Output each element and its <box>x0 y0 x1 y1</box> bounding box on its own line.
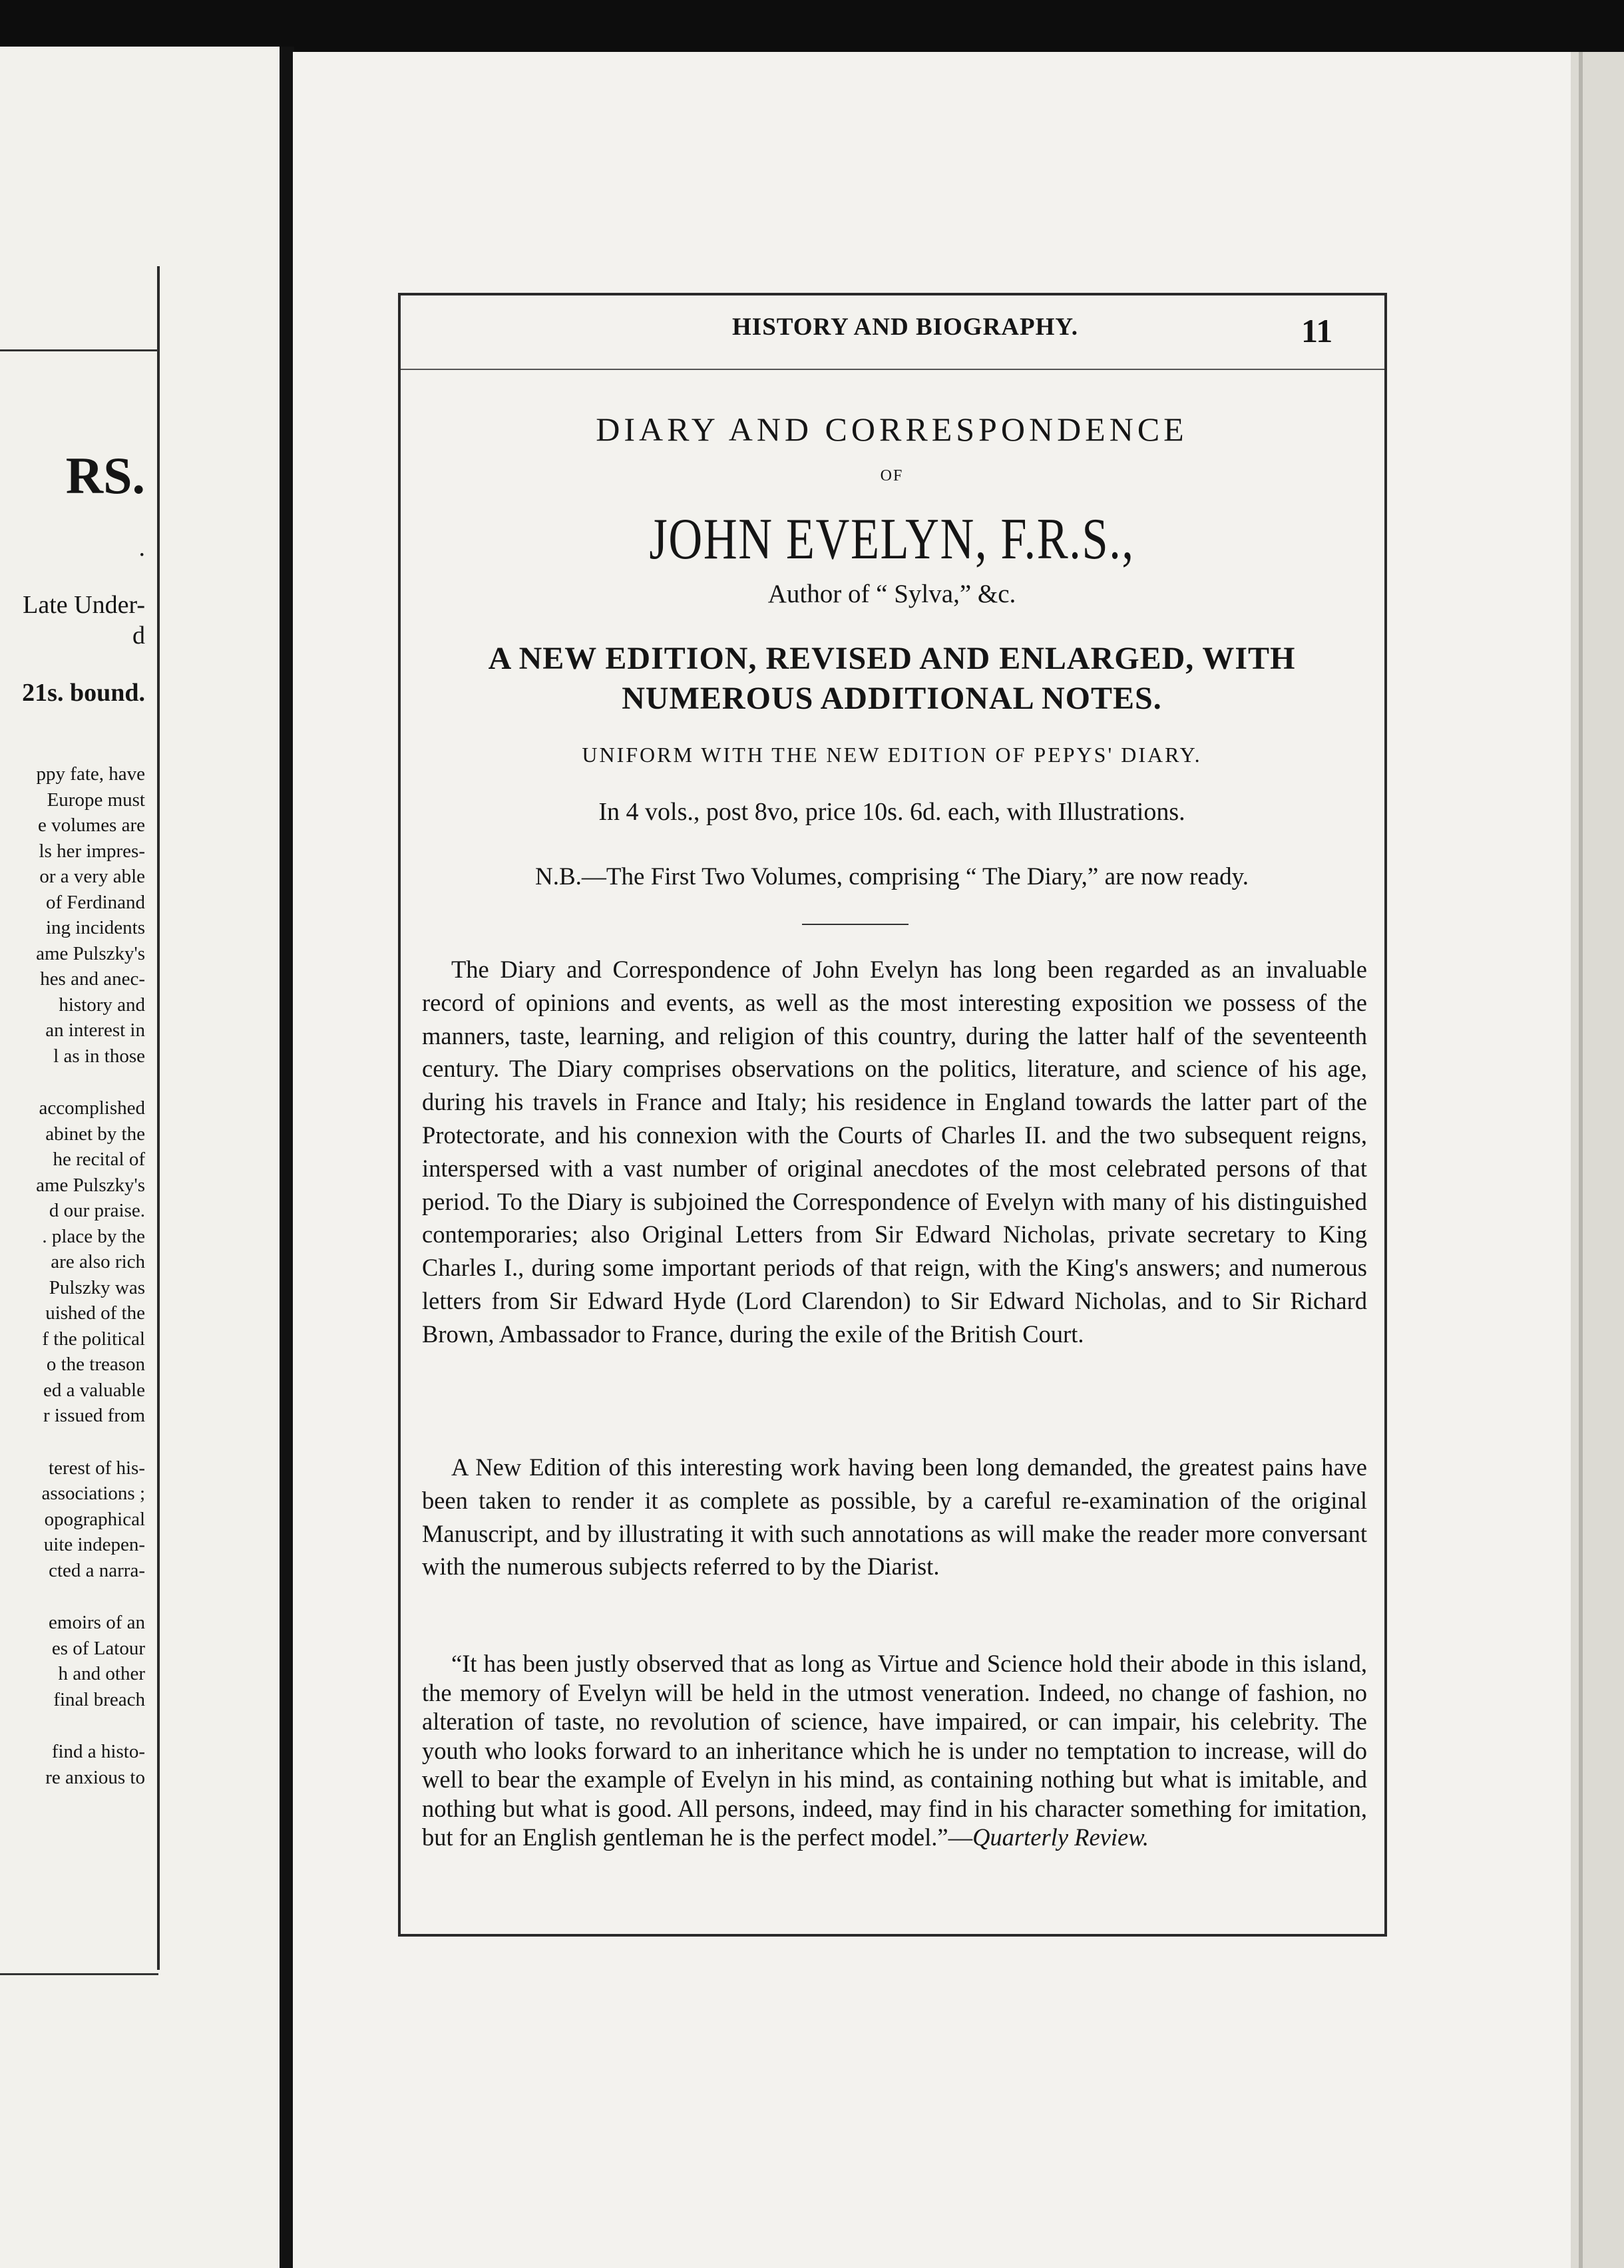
volumes-price-line: In 4 vols., post 8vo, price 10s. 6d. each, with Illustrations. <box>598 798 1185 826</box>
section-divider <box>802 924 909 925</box>
left-line: r issued from <box>43 1405 145 1426</box>
left-line: Europe must <box>47 789 145 811</box>
header-rule <box>401 369 1384 370</box>
title-line-1: DIARY AND CORRESPONDENCE <box>596 411 1188 448</box>
title-of: OF <box>880 467 904 484</box>
left-line: d our praise. <box>49 1200 145 1221</box>
quote-source: Quarterly Review. <box>972 1823 1149 1851</box>
left-line: re anxious to <box>45 1766 145 1788</box>
left-line: he recital of <box>53 1149 145 1170</box>
review-quote <box>422 1649 1367 1852</box>
left-line: h and other <box>58 1663 145 1684</box>
author-of-line: Author of “ Sylva,” &c. <box>767 580 1016 608</box>
left-line: are also rich <box>51 1251 145 1272</box>
left-page-column-rule <box>157 266 160 1970</box>
left-line: . place by the <box>42 1225 145 1247</box>
left-page-text <box>0 446 145 1790</box>
edition-line-1: A NEW EDITION, REVISED AND ENLARGED, WITH <box>488 641 1296 676</box>
left-line: l as in those <box>53 1045 145 1067</box>
left-line: emoirs of an <box>49 1612 145 1633</box>
left-line: hes and anec- <box>40 968 145 990</box>
left-line: cted a narra- <box>49 1559 145 1581</box>
left-line: final breach <box>53 1688 145 1710</box>
nota-bene-line: N.B.—The First Two Volumes, comprising “ The Diary,” are now ready. <box>535 863 1249 890</box>
quote-text: “It has been justly observed that as long as Virtue and Science hold their abode in this island, the memory of Evelyn will be held in the utmost veneration. Indeed, no change of fashion, no alteration of taste, no revolution of science, have impaired, or can impair, his celebrity. The youth who looks forward to an inheritance which he is under no temptation to increase, will do well to bear the example of Evelyn in his mind, as containing nothing but what is imitable, and nothing but what is good. All persons, indeed, may find in his character something for imitation, but for an English gentleman he is the perfect model.”— <box>422 1650 1367 1851</box>
left-line: ame Pulszky's <box>36 1174 145 1196</box>
left-line: terest of his- <box>49 1457 145 1479</box>
left-line: ed a valuable <box>43 1379 145 1401</box>
edition-heading <box>413 639 1371 719</box>
page-edge-shadow <box>1579 52 1583 2268</box>
left-line: abinet by the <box>45 1123 145 1145</box>
left-line: uite indepen- <box>43 1534 145 1555</box>
edition-line-2: NUMEROUS ADDITIONAL NOTES. <box>622 681 1162 716</box>
left-line: associations ; <box>41 1483 145 1504</box>
left-adjacent-page <box>0 47 280 2268</box>
left-line: . <box>138 534 145 562</box>
left-line: d <box>132 622 145 650</box>
left-price-fragment: 21s. bound. <box>22 679 145 707</box>
body-paragraph-1: The Diary and Correspondence of John Evelyn has long been regarded as an invaluable record of opinions and events, as well as the most interesting exposition we possess of the manners, taste, learning, and religion of this country, during the latter half of the seventeenth century. The Diary comprises observations on the politics, literature, and science of his age, during his travels in France and Italy; his residence in England towards the latter part of the Protectorate, and his connexion with the Courts of Charles II. and the two subsequent reigns, interspersed with a vast number of original anecdotes of the most celebrated persons of that period. To the Diary is subjoined the Correspondence of Evelyn with many of his distinguished contemporaries; also Original Letters from Sir Edward Nicholas, private secretary to King Charles I., during some important periods of that reign, with the King's answers; and numerous letters from Sir Edward Hyde (Lord Clarendon) to Sir Edward Nicholas, and to Sir Richard Brown, Ambassador to France, during the exile of the British Court. <box>422 956 1367 1348</box>
left-page-bottom-rule <box>0 1973 158 1975</box>
left-line: ame Pulszky's <box>36 942 145 964</box>
left-line: an interest in <box>45 1020 145 1041</box>
title-name: JOHN EVELYN, F.R.S., <box>649 507 1135 572</box>
left-line: history and <box>59 994 145 1016</box>
left-line: accomplished <box>39 1097 145 1119</box>
left-line: uished of the <box>45 1302 145 1324</box>
left-line: o the treason <box>46 1354 145 1375</box>
body-paragraph-2: A New Edition of this interesting work having been long demanded, the greatest pains have been taken to render it as complete as possible, by a careful re-examination of the original Manuscript, and by illustrating it with such annotations as will make the reader more conversant with the numerous subjects referred to by the Diarist. <box>422 1453 1367 1581</box>
left-line: ls her impres- <box>39 840 145 862</box>
left-line: ing incidents <box>45 917 145 938</box>
left-line: find a histo- <box>51 1741 145 1762</box>
uniform-line: UNIFORM WITH THE NEW EDITION OF PEPYS' DIARY. <box>582 743 1202 767</box>
book-gutter <box>280 47 294 2268</box>
left-line: ppy fate, have <box>36 763 145 785</box>
left-heading-fragment: RS. <box>65 447 145 504</box>
left-line: Late Under- <box>23 591 145 619</box>
left-page-top-rule <box>0 349 158 351</box>
page-number: 11 <box>1301 312 1333 349</box>
scan-top-band <box>0 0 1624 52</box>
running-head: HISTORY AND BIOGRAPHY. <box>732 313 1078 341</box>
left-line: e volumes are <box>37 815 145 836</box>
left-line: of Ferdinand <box>46 891 145 913</box>
left-line: Pulszky was <box>49 1276 145 1298</box>
left-line: es of Latour <box>51 1637 145 1659</box>
left-line: opographical <box>44 1508 145 1530</box>
left-line: f the political <box>42 1328 145 1350</box>
left-line: or a very able <box>39 866 145 887</box>
